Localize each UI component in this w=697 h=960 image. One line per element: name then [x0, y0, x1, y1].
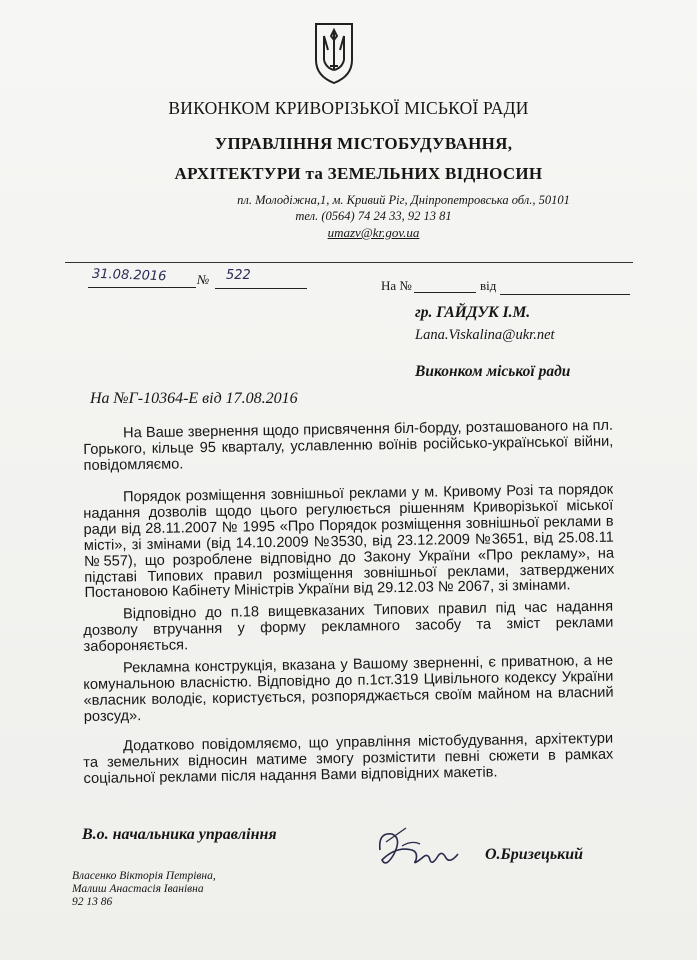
body-paragraph-4: [83, 654, 614, 726]
signatory-name: О.Бризецький: [485, 846, 584, 863]
department-name-line1: УПРАВЛІННЯ МІСТОБУДУВАННЯ,: [214, 134, 513, 153]
outgoing-number: 522: [226, 268, 251, 283]
outgoing-number-label: №: [197, 272, 210, 287]
incoming-number-line: [414, 292, 476, 293]
body-paragraph-2: [83, 483, 615, 603]
executor-line-2: Малиш Анастасія Іванівна: [72, 883, 204, 895]
recipient-name: гр. ГАЙДУК І.М.: [415, 304, 531, 321]
department-phone: тел. (0564) 74 24 33, 92 13 81: [295, 209, 452, 223]
incoming-from-label: від: [480, 278, 497, 293]
recipient-copy-to: Виконком міської ради: [415, 363, 571, 380]
trident-coat-of-arms-icon: [312, 20, 356, 86]
department-email: umazv@kr.gov.ua: [327, 225, 420, 240]
paragraph-text: Рекламна конструкція, вказана у Вашому зверненні, є приватною, а не комунальною власністю. Відповідно до п.1ст.319 Цивільного кодексу України «власник володіє, користується, розпоряджається своїм майном на власний розсуд».: [83, 652, 614, 725]
council-name: ВИКОНКОМ КРИВОРІЗЬКОЇ МІСЬКОЇ РАДИ: [168, 98, 529, 118]
outgoing-date: 31.08.2016: [91, 266, 167, 285]
paragraph-text: Відповідно до п.18 вищевказаних Типових правил під час надання дозволу втручання у форму рекламного засобу та зміст реклами забороняється.: [83, 598, 614, 655]
outgoing-number-line: [215, 288, 307, 289]
body-paragraph-3: [83, 600, 614, 656]
recipient-email: Lana.Viskalina@ukr.net: [415, 327, 555, 343]
department-name-line2: АРХІТЕКТУРИ та ЗЕМЕЛЬНИХ ВІДНОСИН: [174, 164, 543, 183]
reference-line: На №Г-10364-Е від 17.08.2016: [90, 390, 298, 407]
handwritten-signature: [372, 820, 462, 880]
incoming-from-line: [500, 294, 630, 295]
executor-phone: 92 13 86: [72, 896, 113, 908]
body-paragraph-1: [83, 419, 614, 475]
department-address: пл. Молодіжна,1, м. Кривий Ріг, Дніпропетровська обл., 50101: [237, 193, 570, 207]
body-paragraph-5: [83, 732, 614, 788]
outgoing-date-line: [88, 287, 196, 288]
signatory-role: В.о. начальника управління: [82, 826, 277, 843]
paragraph-text: На Ваше звернення щодо присвячення біл-борду, розташованого на пл. Горького, кільце 95 кварталу, уславленню воїнів російсько-української війни, повідомляємо.: [83, 417, 614, 474]
header-divider: [65, 262, 633, 263]
paragraph-text: Порядок розміщення зовнішньої реклами у м. Кривому Розі та порядок надання дозволів щодо цього регулюється рішенням Криворізької міської ради від 28.11.2007 № 1995 «Про Порядок розміщення зовнішньої реклами в місті», зі змінами (від 14.10.2009 №3530, від 23.12.2009 №3651, від 25.08.11 №557), що розроблене відповідно до Закону України «Про рекламу», на підставі Типових правил розміщення зовнішньої реклами, затверджених Постановою Кабінету Міністрів України від 29.12.03 № 2067, зі змінами.: [83, 481, 615, 602]
paragraph-text: Додатково повідомляємо, що управління містобудування, архітектури та земельних відносин матиме змогу розмістити певні сюжети в рамках соціальної реклами після надання Вами відповідних макетів.: [83, 730, 614, 787]
incoming-number-label: На №: [381, 278, 412, 293]
executor-line-1: Власенко Вікторія Петрівна,: [72, 870, 216, 882]
